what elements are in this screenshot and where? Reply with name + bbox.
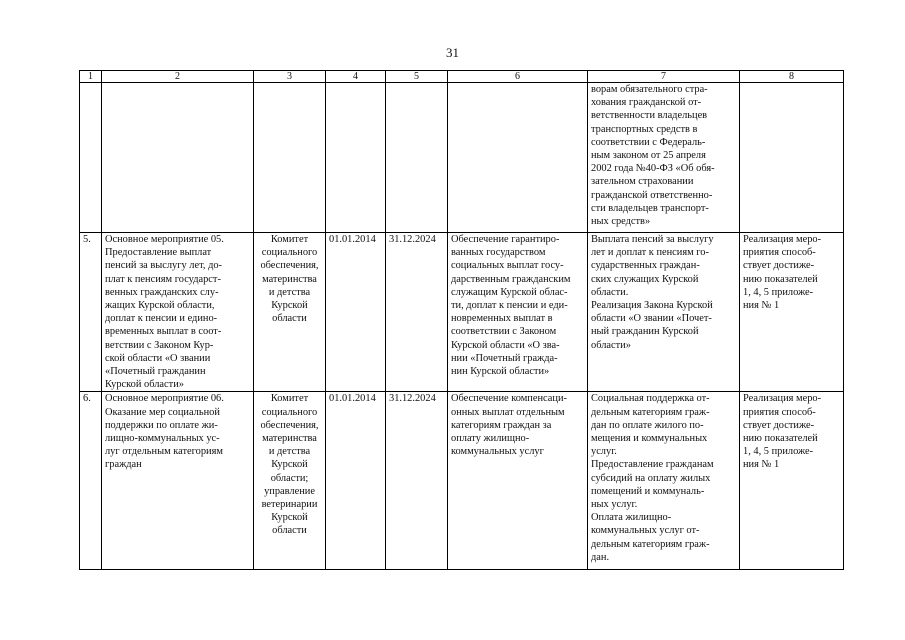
indicator-link-cell bbox=[740, 83, 844, 233]
main-directions-cell: Социальная поддержка от- дельным категориям граж- дан по оплате жилого по- мещения и коммунальных услуг. Предоставление гражданам субсидий на оплату жилых помещений и коммуналь- ных услуг. Оплата жилищно- коммунальных услуг от- дельным категориям граж- дан. bbox=[588, 392, 740, 570]
end-date-cell: 31.12.2024 bbox=[386, 392, 448, 570]
main-directions-cell: ворам обязательного стра- хования гражданской от- ветственности владельцев транспортных средств в соответствии с Федераль- ным законом от 25 апреля 2002 года №40-ФЗ «Об обя- зательном страховании гражданской ответственно- сти владельцев транспорт- ных средств» bbox=[588, 83, 740, 233]
start-date-cell: 01.01.2014 bbox=[326, 233, 386, 392]
row-number-cell: 6. bbox=[80, 392, 102, 570]
header-cell: 6 bbox=[448, 71, 588, 83]
table-row bbox=[80, 233, 844, 392]
header-row bbox=[80, 71, 844, 83]
expected-result-cell: Обеспечение гарантиро- ванных государством социальных выплат госу- дарственным гражданским служащим Курской облас- ти, доплат к пенсии и еди- новременных выплат в соответствии с Законом Курской области «О зва- нии «Почетный гражда- нин Курской области» bbox=[448, 233, 588, 392]
measure-name-cell: Основное мероприятие 05. Предоставление выплат пенсий за выслугу лет, до- плат к пенсиям государст- венных гражданских слу- жащих Курской области, доплат к пенсии и едино- временных выплат в соот- ветствии с Законом Кур- ской области «О звании «Почетный гражданин Курской области» bbox=[102, 233, 254, 392]
header-cell: 3 bbox=[254, 71, 326, 83]
executor-cell bbox=[254, 83, 326, 233]
main-directions-cell: Выплата пенсий за выслугу лет и доплат к пенсиям го- сударственных граждан- ских служащих Курской области. Реализация Закона Курской области «О звании «Почет- ный гражданин Курской области» bbox=[588, 233, 740, 392]
row-number-cell bbox=[80, 83, 102, 233]
start-date-cell: 01.01.2014 bbox=[326, 392, 386, 570]
indicator-link-cell: Реализация меро- приятия способ- ствует достиже- нию показателей 1, 4, 5 приложе- ния № 1 bbox=[740, 392, 844, 570]
executor-cell: Комитет социального обеспечения, материнства и детства Курской области bbox=[254, 233, 326, 392]
header-cell: 1 bbox=[80, 71, 102, 83]
header-cell: 7 bbox=[588, 71, 740, 83]
indicator-link-cell: Реализация меро- приятия способ- ствует достиже- нию показателей 1, 4, 5 приложе- ния № 1 bbox=[740, 233, 844, 392]
expected-result-cell bbox=[448, 83, 588, 233]
expected-result-cell: Обеспечение компенсаци- онных выплат отдельным категориям граждан за оплату жилищно- коммунальных услуг bbox=[448, 392, 588, 570]
measure-name-cell bbox=[102, 83, 254, 233]
header-cell: 4 bbox=[326, 71, 386, 83]
header-cell: 8 bbox=[740, 71, 844, 83]
measures-table bbox=[79, 70, 844, 570]
end-date-cell bbox=[386, 83, 448, 233]
executor-cell: Комитет социального обеспечения, материнства и детства Курской области; управление ветеринарии Курской области bbox=[254, 392, 326, 570]
header-cell: 2 bbox=[102, 71, 254, 83]
table-row bbox=[80, 83, 844, 233]
start-date-cell bbox=[326, 83, 386, 233]
row-number-cell: 5. bbox=[80, 233, 102, 392]
end-date-cell: 31.12.2024 bbox=[386, 233, 448, 392]
measure-name-cell: Основное мероприятие 06. Оказание мер социальной поддержки по оплате жи- лищно-коммунальных ус- луг отдельным категориям граждан bbox=[102, 392, 254, 570]
table-row bbox=[80, 392, 844, 570]
header-cell: 5 bbox=[386, 71, 448, 83]
page-number: 31 bbox=[446, 45, 459, 60]
